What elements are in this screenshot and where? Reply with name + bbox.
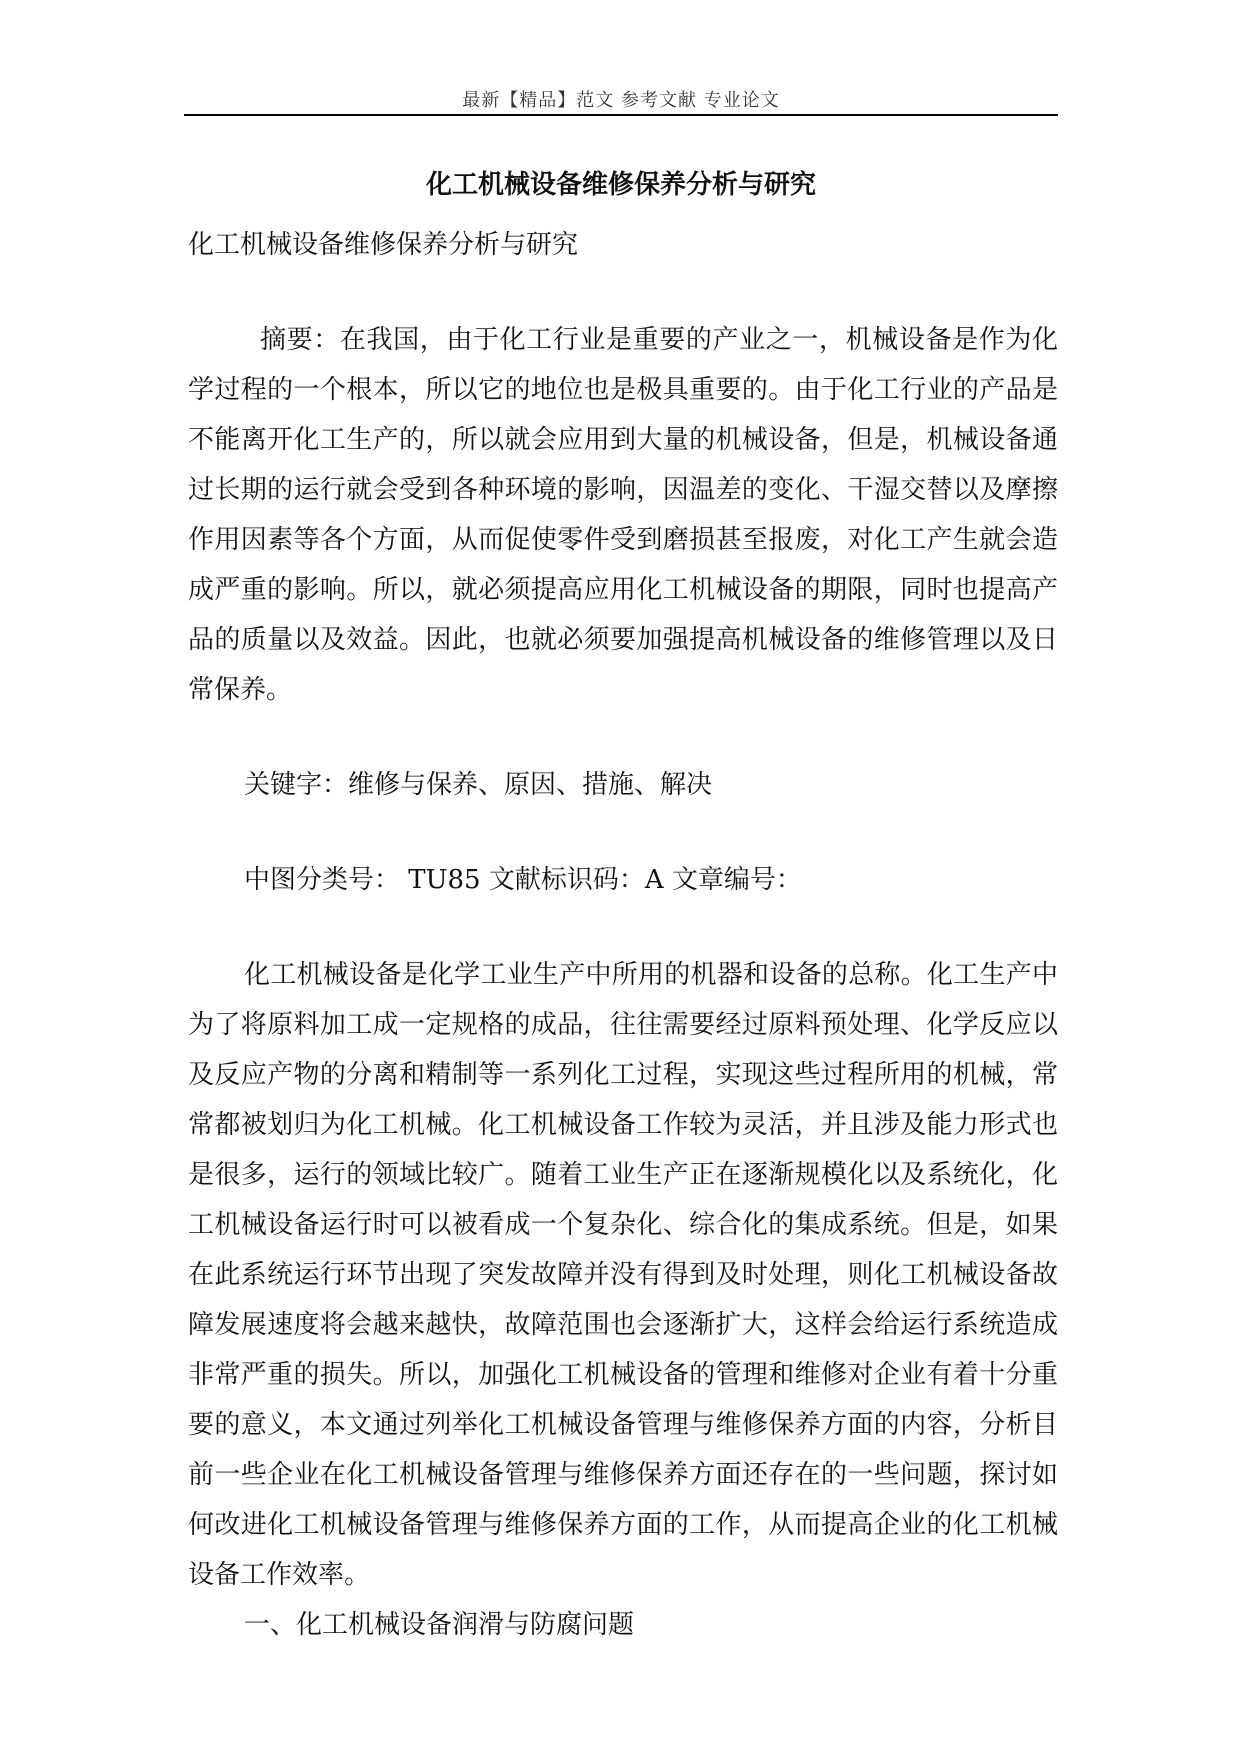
document-title: 化工机械设备维修保养分析与研究 [425,170,816,200]
keywords-line: 关键字：维修与保养、原因、措施、解决 [244,770,713,800]
section-heading-1: 一、化工机械设备润滑与防腐问题 [244,1610,635,1640]
header-divider [184,114,1058,116]
document-subtitle: 化工机械设备维修保养分析与研究 [188,230,579,260]
intro-paragraph: 化工机械设备是化学工业生产中所用的机器和设备的总称。化工生产中为了将原料加工成一定规格的成品，往往需要经过原料预处理、化学反应以及反应产物的分离和精制等一系列化工过程，实现这些过程所用的机械，常常都被划归为化工机械。化工机械设备工作较为灵活，并且涉及能力形式也是很多，运行的领域比较广。随着工业生产正在逐渐规模化以及系统化，化工机械设备运行时可以被看成一个复杂化、综合化的集成系统。但是，如果在此系统运行环节出现了突发故障并没有得到及时处理，则化工机械设备故障发展速度将会越来越快，故障范围也会逐渐扩大，这样会给运行系统造成非常严重的损失。所以，加强化工机械设备的管理和维修对企业有着十分重要的意义，本文通过列举化工机械设备管理与维修保养方面的内容，分析目前一些企业在化工机械设备管理与维修保养方面还存在的一些问题，探讨如何改进化工机械设备管理与维修保养方面的工作，从而提高企业的化工机械设备工作效率。 [188,960,1058,1590]
classification-line: 中图分类号： TU85 文献标识码：A 文章编号： [244,865,802,895]
document-body [188,220,1058,1650]
running-header: 最新【精品】范文 参考文献 专业论文 [462,90,780,111]
abstract-paragraph: 摘要：在我国，由于化工行业是重要的产业之一，机械设备是作为化学过程的一个根本，所以它的地位也是极具重要的。由于化工行业的产品是不能离开化工生产的，所以就会应用到大量的机械设备，但是，机械设备通过长期的运行就会受到各种环境的影响，因温差的变化、干湿交替以及摩擦作用因素等各个方面，从而促使零件受到磨损甚至报废，对化工产生就会造成严重的影响。所以，就必须提高应用化工机械设备的期限，同时也提高产品的质量以及效益。因此，也就必须要加强提高机械设备的维修管理以及日常保养。 [188,325,1058,705]
